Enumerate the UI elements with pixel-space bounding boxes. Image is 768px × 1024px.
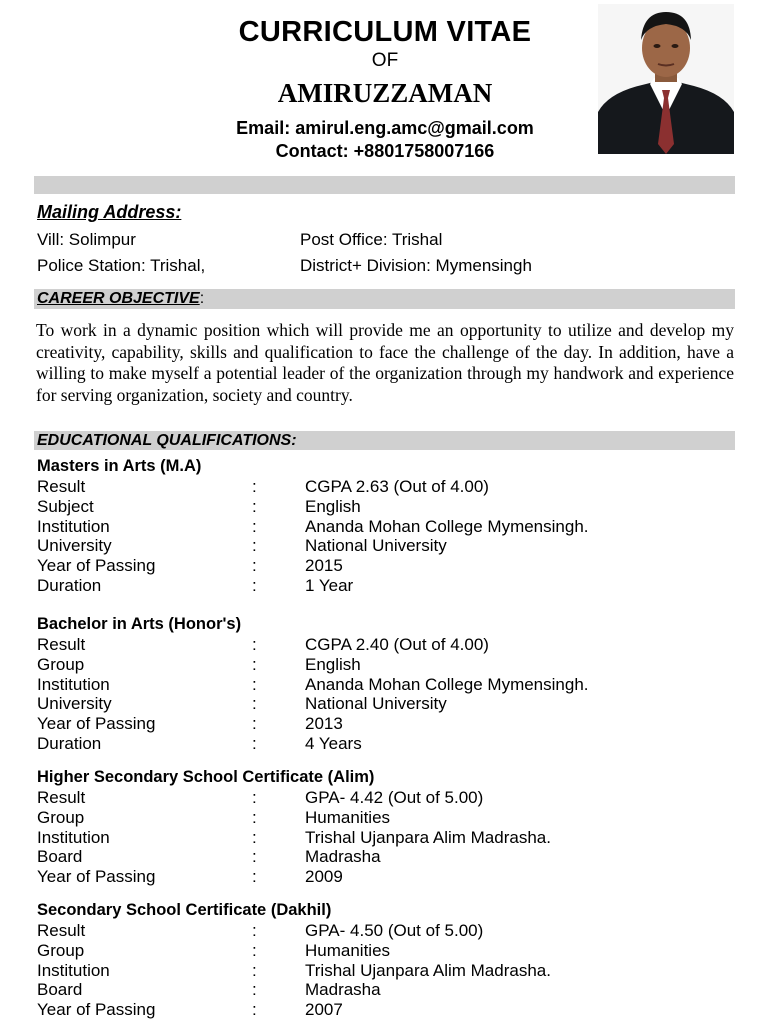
- qualification-row-value: CGPA 2.63 (Out of 4.00): [305, 477, 489, 496]
- qualification-row-colon: :: [252, 496, 257, 516]
- qualification-row-colon: :: [252, 674, 257, 694]
- qualification-row-label: Board: [37, 980, 83, 1000]
- qualification-row-colon: :: [252, 477, 257, 496]
- qualification-row-label: Group: [37, 940, 85, 960]
- qualification-row-label: Subject: [37, 496, 94, 516]
- qualification-row-value: 2015: [305, 556, 343, 576]
- cv-title: CURRICULUM VITAE: [238, 16, 532, 48]
- qualification-row-label: Result: [37, 477, 86, 496]
- qualification-row-colon: :: [252, 654, 257, 674]
- qualification-row-colon: :: [252, 1000, 257, 1020]
- post-office-text: Post Office: Trishal: [300, 230, 443, 249]
- qualification-row-value: 2007: [305, 1000, 343, 1020]
- qualification-row-colon: :: [252, 635, 257, 654]
- contact-line: Contact: +8801758007166: [275, 141, 495, 161]
- qualification-row-colon: :: [252, 714, 257, 734]
- qualification-row-colon: :: [252, 516, 257, 536]
- cv-of-label: OF: [371, 50, 399, 71]
- qualification-row-value: Humanities: [305, 940, 391, 960]
- qualification-row-label: Group: [37, 807, 85, 827]
- qualification-row-label: Year of Passing: [37, 714, 156, 734]
- qualification-row-colon: :: [252, 734, 257, 753]
- qualification-row-label: Duration: [37, 734, 102, 753]
- qualification-row-value: 2013: [305, 714, 343, 734]
- qualification-row-label: University: [37, 536, 112, 556]
- qualification-row-colon: :: [252, 788, 257, 807]
- email-line: Email: amirul.eng.amc@gmail.com: [236, 118, 534, 138]
- qualification-row-value: GPA- 4.50 (Out of 5.00): [305, 921, 484, 940]
- district-text: District+ Division: Mymensingh: [300, 256, 532, 275]
- qualification-row-value: Trishal Ujanpara Alim Madrasha.: [305, 827, 551, 847]
- qualification-row-colon: :: [252, 807, 257, 827]
- qualification-row-colon: :: [252, 921, 257, 940]
- qualification-row-label: Year of Passing: [37, 1000, 156, 1020]
- qualification-row-value: Ananda Mohan College Mymensingh.: [305, 674, 589, 694]
- qualification-row-colon: :: [252, 827, 257, 847]
- qualification-row-value: National University: [305, 694, 447, 714]
- qualification-row-label: University: [37, 694, 112, 714]
- qualification-row-label: Year of Passing: [37, 556, 156, 576]
- qualification-row-label: Group: [37, 654, 85, 674]
- qualification-row-value: English: [305, 496, 361, 516]
- career-objective-colon: :: [199, 290, 205, 307]
- qualification-row-value: Madrasha: [305, 980, 381, 1000]
- qualification-row-label: Result: [37, 635, 86, 654]
- qualification-row-colon: :: [252, 960, 257, 980]
- qualification-row-colon: :: [252, 556, 257, 576]
- profile-photo: [598, 4, 734, 154]
- qualification-row-value: English: [305, 654, 361, 674]
- qualification-row-colon: :: [252, 940, 257, 960]
- qualification-row-label: Institution: [37, 960, 110, 980]
- qualification-row-colon: :: [252, 694, 257, 714]
- candidate-name: AMIRUZZAMAN: [277, 78, 493, 108]
- mailing-address-heading: Mailing Address:: [37, 202, 182, 222]
- qualification-row-label: Result: [37, 788, 86, 807]
- qualification-row-colon: :: [252, 576, 257, 595]
- qualification-row-value: Ananda Mohan College Mymensingh.: [305, 516, 589, 536]
- qualification-title: Secondary School Certificate (Dakhil): [37, 901, 332, 919]
- educational-qualifications-heading: EDUCATIONAL QUALIFICATIONS:: [37, 432, 297, 449]
- village-text: Vill: Solimpur: [37, 230, 136, 249]
- qualification-row-label: Duration: [37, 576, 102, 595]
- police-station-text: Police Station: Trishal,: [37, 256, 206, 275]
- qualification-row-label: Board: [37, 847, 83, 867]
- educational-qualifications-bar: [34, 431, 735, 450]
- qualification-title: Masters in Arts (M.A): [37, 457, 202, 475]
- qualification-row-label: Institution: [37, 516, 110, 536]
- qualification-row-colon: :: [252, 867, 257, 887]
- qualification-row-colon: :: [252, 536, 257, 556]
- qualification-row-value: National University: [305, 536, 447, 556]
- qualification-row-colon: :: [252, 980, 257, 1000]
- qualification-title: Higher Secondary School Certificate (Alim): [37, 768, 375, 786]
- qualification-row-label: Institution: [37, 674, 110, 694]
- header-separator-bar: [34, 176, 735, 194]
- qualification-row-label: Year of Passing: [37, 867, 156, 887]
- qualification-row-value: Madrasha: [305, 847, 381, 867]
- career-objective-text: To work in a dynamic position which will provide me an opportunity to utilize and develop my creativity, capability, skills and qualification to face the challenge of the day. In addition, have a willing to make myself a potential leader of the organization through my handwork and experience for serving organization, society and country.: [36, 320, 734, 405]
- qualification-row-label: Institution: [37, 827, 110, 847]
- career-objective-bar: [34, 289, 735, 309]
- qualification-row-value: Humanities: [305, 807, 391, 827]
- qualification-row-value: 1 Year: [305, 576, 354, 595]
- career-objective-heading: CAREER OBJECTIVE: [37, 290, 200, 307]
- qualification-title: Bachelor in Arts (Honor's): [37, 615, 242, 633]
- qualification-row-value: Trishal Ujanpara Alim Madrasha.: [305, 960, 551, 980]
- qualification-row-colon: :: [252, 847, 257, 867]
- qualification-row-value: 4 Years: [305, 734, 362, 753]
- qualification-row-label: Result: [37, 921, 86, 940]
- qualification-row-value: 2009: [305, 867, 343, 887]
- qualification-row-value: CGPA 2.40 (Out of 4.00): [305, 635, 489, 654]
- qualification-row-value: GPA- 4.42 (Out of 5.00): [305, 788, 484, 807]
